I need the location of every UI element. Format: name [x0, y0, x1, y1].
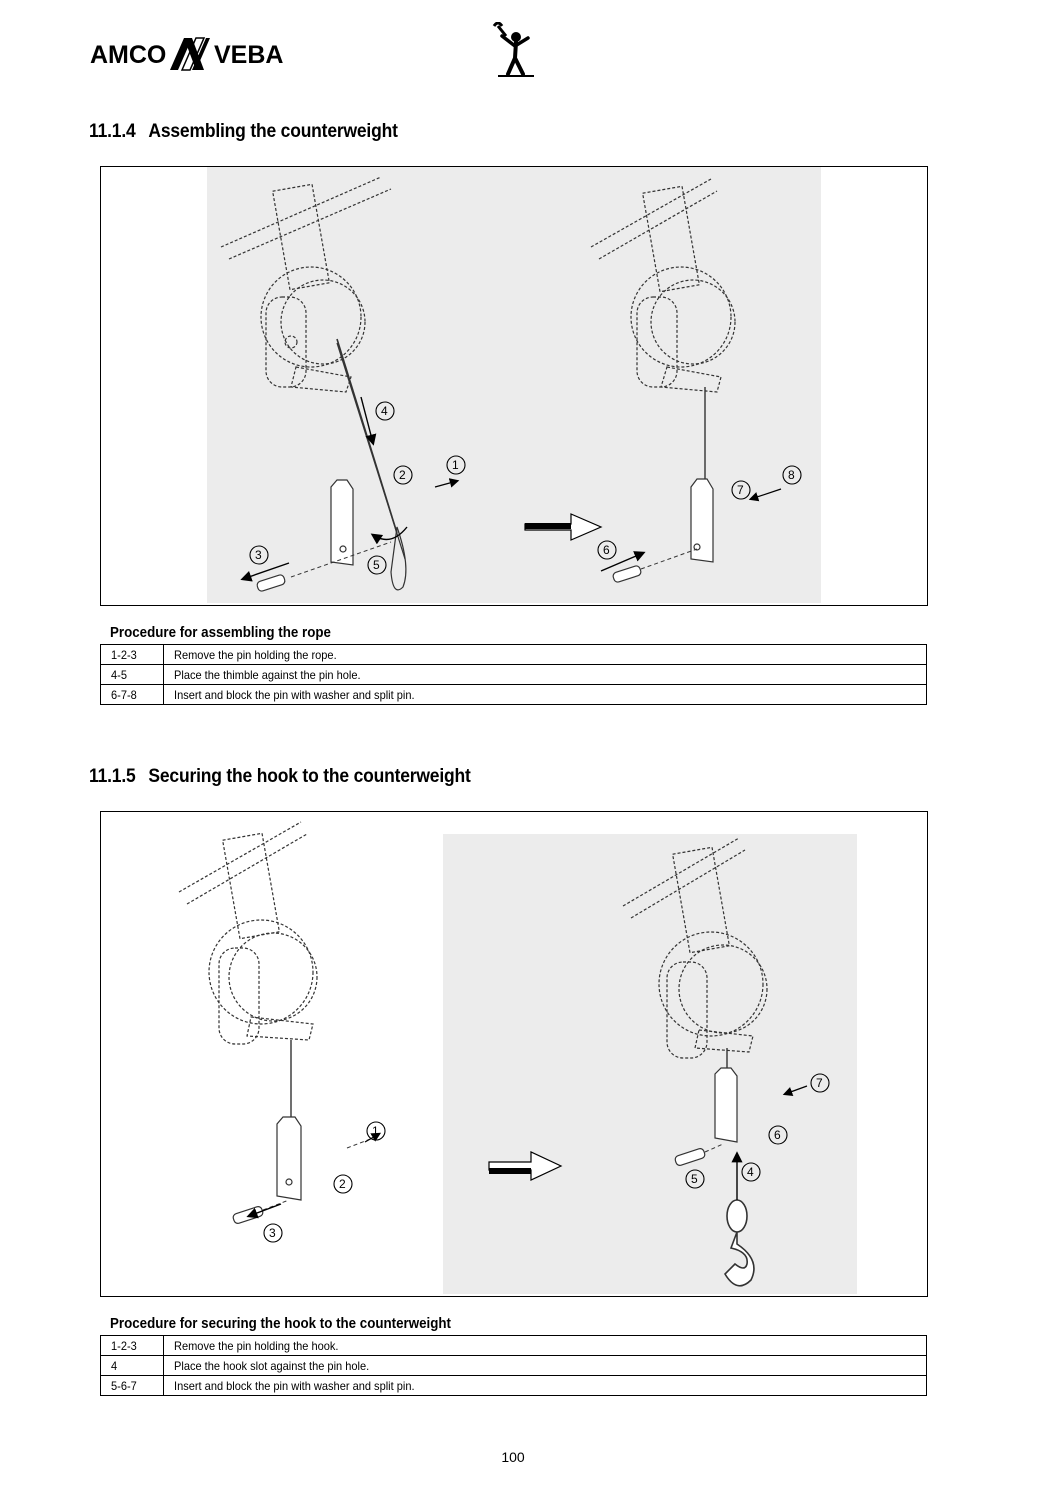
step-cell: 4 — [101, 1356, 164, 1376]
svg-text:2: 2 — [399, 468, 406, 482]
table-row — [101, 645, 927, 665]
figure-securing-hook — [100, 811, 928, 1297]
svg-text:8: 8 — [788, 468, 795, 482]
step-cell: 4-5 — [101, 665, 164, 685]
logo-mark — [170, 38, 210, 70]
procedure-title-1: Procedure for assembling the rope — [110, 625, 331, 641]
procedure-table-1 — [100, 644, 927, 705]
section-title: Securing the hook to the counterweight — [148, 766, 471, 787]
procedure-table-2 — [100, 1335, 927, 1396]
pin-left — [232, 1206, 264, 1225]
instruction-cell: Insert and block the pin with washer and split pin. — [164, 1376, 927, 1396]
section-number: 11.1.5 — [89, 766, 136, 787]
callout-3 — [264, 1224, 282, 1242]
svg-text:7: 7 — [816, 1076, 823, 1090]
callout-1 — [367, 1122, 385, 1140]
table-row — [101, 665, 927, 685]
svg-text:1: 1 — [452, 458, 459, 472]
svg-text:2: 2 — [339, 1177, 346, 1191]
section-heading-1 — [89, 121, 398, 143]
section-title: Assembling the counterweight — [148, 121, 398, 142]
instruction-cell: Place the thimble against the pin hole. — [164, 665, 927, 685]
svg-text:3: 3 — [255, 548, 262, 562]
procedure-title-2: Procedure for securing the hook to the counterweight — [110, 1316, 451, 1332]
step-cell: 5-6-7 — [101, 1376, 164, 1396]
worker-with-wrench-icon — [492, 22, 540, 78]
step-cell: 6-7-8 — [101, 685, 164, 705]
svg-text:4: 4 — [747, 1165, 754, 1179]
section-heading-2 — [89, 766, 471, 788]
svg-text:1: 1 — [372, 1124, 379, 1138]
figure-background — [207, 167, 821, 603]
svg-text:6: 6 — [603, 543, 610, 557]
step-cell: 1-2-3 — [101, 1336, 164, 1356]
counterweight-right — [715, 1068, 737, 1142]
instruction-cell: Insert and block the pin with washer and split pin. — [164, 685, 927, 705]
page-number: 100 — [501, 1449, 525, 1465]
callout-2 — [334, 1175, 352, 1193]
svg-text:3: 3 — [269, 1226, 276, 1240]
hoist-left-drawing — [179, 822, 317, 1044]
svg-text:7: 7 — [737, 483, 744, 497]
counterweight-left — [331, 480, 353, 565]
instruction-cell: Remove the pin holding the hook. — [164, 1336, 927, 1356]
svg-text:6: 6 — [774, 1128, 781, 1142]
svg-text:5: 5 — [691, 1172, 698, 1186]
table-row — [101, 1356, 927, 1376]
figure-background — [443, 834, 857, 1294]
step-cell: 1-2-3 — [101, 645, 164, 665]
instruction-cell: Remove the pin holding the rope. — [164, 645, 927, 665]
table-row — [101, 685, 927, 705]
instruction-cell: Place the hook slot against the pin hole. — [164, 1356, 927, 1376]
counterweight-left — [277, 1117, 301, 1200]
svg-text:5: 5 — [373, 558, 380, 572]
logo-left-text: AMCO — [90, 41, 167, 69]
svg-text:4: 4 — [381, 404, 388, 418]
table-row — [101, 1376, 927, 1396]
logo-right-text: VEBA — [214, 41, 284, 69]
amco-veba-logo — [90, 34, 310, 74]
table-row — [101, 1336, 927, 1356]
figure-assembling-counterweight — [100, 166, 928, 606]
section-number: 11.1.4 — [89, 121, 136, 142]
